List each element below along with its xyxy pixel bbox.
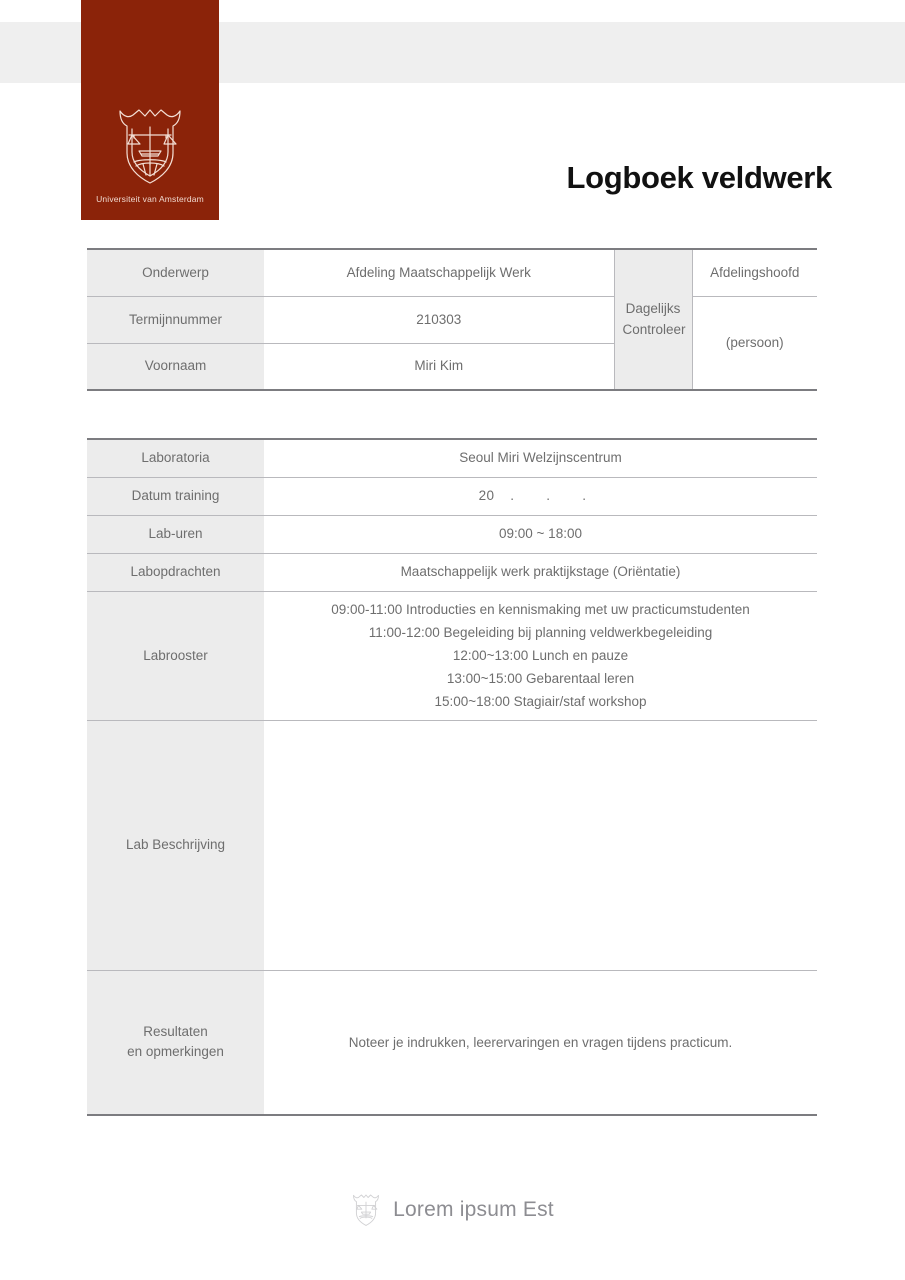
identity-table [87,248,817,391]
label-lab-uren: Lab-uren [87,515,264,553]
footer [0,1192,905,1228]
schedule-line: 15:00~18:00 Stagiair/staf workshop [434,694,647,710]
shield-scales-icon [351,1192,381,1228]
label-termijnnummer: Termijnnummer [87,296,264,343]
value-voornaam[interactable]: Miri Kim [264,343,614,390]
label-onderwerp: Onderwerp [87,249,264,296]
value-lab-beschrijving[interactable] [264,720,817,970]
page-title: Logboek veldwerk [566,160,832,195]
signer-title: Afdelingshoofd [692,249,817,296]
date-dot-1: . [510,488,515,504]
table-row [87,515,817,553]
university-name: Universiteit van Amsterdam [96,194,204,204]
label-resultaten-en-opmerkingen [87,970,264,1115]
resultaten-label-line2: en opmerkingen [127,1044,224,1060]
date-dot-3: . [582,488,587,504]
label-labrooster: Labrooster [87,591,264,720]
schedule-line: 12:00~13:00 Lunch en pauze [452,647,629,663]
value-labopdrachten[interactable]: Maatschappelijk werk praktijkstage (Oriëntatie) [264,553,817,591]
schedule-line: 09:00-11:00 Introducties en kennismaking met uw practicumstudenten [331,601,750,617]
date-year: 20 [478,488,495,504]
schedule-line: 13:00~15:00 Gebarentaal leren [446,671,635,687]
table-row [87,720,817,970]
value-laboratoria[interactable]: Seoul Miri Welzijnscentrum [264,439,817,477]
approval-label-line1: Dagelijks [625,301,681,317]
university-brand-banner [81,0,219,220]
table-row [87,296,817,343]
value-onderwerp[interactable]: Afdeling Maatschappelijk Werk [264,249,614,296]
shield-scales-icon [114,105,186,187]
value-datum-training[interactable] [264,477,817,515]
value-labrooster[interactable] [264,591,817,720]
table-row [87,591,817,720]
table-row [87,970,817,1115]
table-row [87,553,817,591]
label-lab-beschrijving: Lab Beschrijving [87,720,264,970]
signer-value[interactable]: (persoon) [692,296,817,390]
table-row [87,439,817,477]
table-row [87,477,817,515]
log-table [87,438,817,1116]
schedule-line: 11:00-12:00 Begeleiding bij planning veldwerkbegeleiding [368,624,713,640]
identity-table-wrapper [87,248,817,391]
label-datum-training: Datum training [87,477,264,515]
resultaten-label-line1: Resultaten [143,1024,208,1040]
value-termijnnummer[interactable]: 210303 [264,296,614,343]
approval-label-line2: Controleer [622,321,686,337]
footer-text: Lorem ipsum Est [393,1198,554,1221]
label-dagelijks-controleer [614,249,692,390]
value-resultaten-en-opmerkingen[interactable]: Noteer je indrukken, leerervaringen en vragen tijdens practicum. [264,970,817,1115]
date-dot-2: . [546,488,551,504]
label-labopdrachten: Labopdrachten [87,553,264,591]
label-laboratoria: Laboratoria [87,439,264,477]
date-template [479,486,603,506]
log-table-wrapper [87,438,817,1116]
value-lab-uren[interactable]: 09:00 ~ 18:00 [264,515,817,553]
label-voornaam: Voornaam [87,343,264,390]
table-row [87,249,817,296]
